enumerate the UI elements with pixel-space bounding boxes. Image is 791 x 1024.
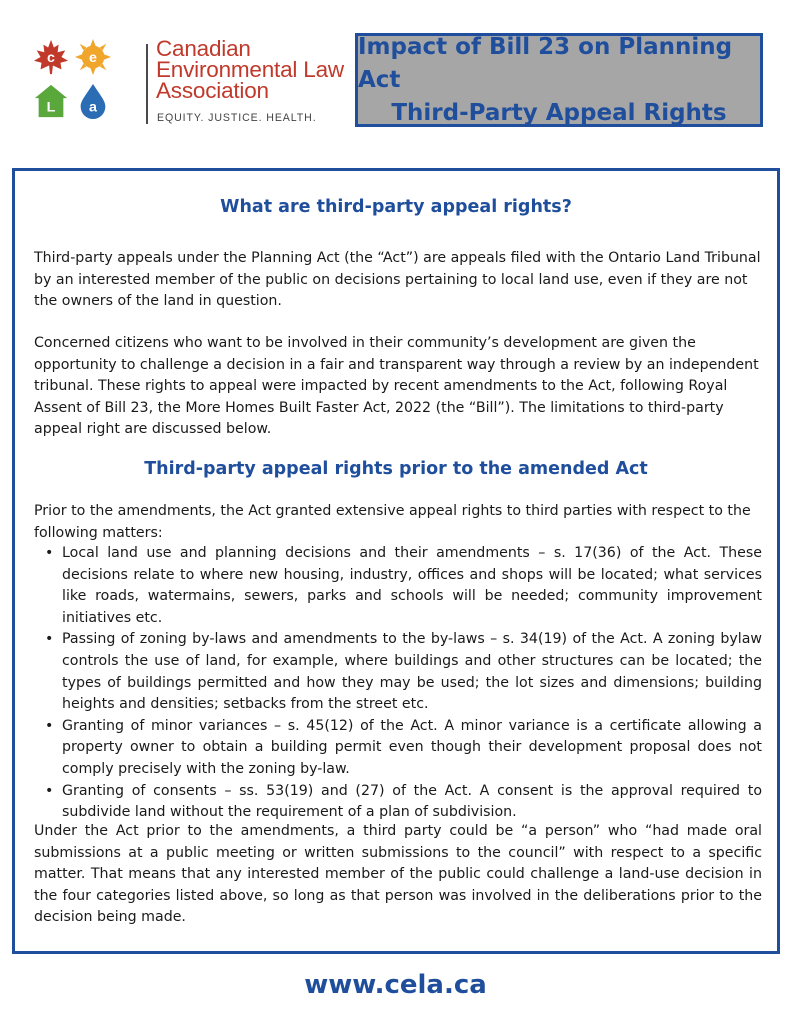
- logo-letter-e: e: [89, 49, 97, 66]
- logo-divider: [146, 44, 148, 124]
- section1-paragraph-1: Third-party appeals under the Planning Act (the “Act”) are appeals filed with the Ontario Land Tribunal by an interested member of the public on decisions pertaining to local land use, even if they are not the owners of the land in question.: [34, 250, 761, 310]
- list-item: • Passing of zoning by-laws and amendments to the by-laws – s. 34(19) of the Act. A zoning bylaw controls the use of land, for example, where buildings and other structures can be located; the types of buildings permitted and how they may be used; the lot sizes and dimensions; building heights and densities; setbacks from the street etc.: [34, 629, 762, 715]
- list-item: • Granting of consents – ss. 53(19) and (27) of the Act. A consent is the approval required to subdivide land without the requirement of a plan of subdivision.: [34, 781, 762, 824]
- logo-letter-c: c: [47, 49, 55, 66]
- maple-leaf-icon: [32, 38, 70, 76]
- sun-icon: [74, 38, 112, 76]
- logo-icons: [32, 38, 114, 120]
- water-drop-icon: [74, 82, 112, 120]
- title-line-2: Third-Party Appeal Rights: [391, 99, 727, 126]
- organization-name: [156, 38, 344, 101]
- appeal-matters-list: [34, 543, 762, 824]
- section2-closing-paragraph: Under the Act prior to the amendments, a third party could be “a person” who “had made oral submissions at a public meeting or written submissions to the council” with respect to a specific matter. That means that any interested member of the public could challenge a land-use decision in the four categories listed above, so long as that person was involved in the deliberations prior to the decision being made.: [34, 823, 762, 926]
- org-name-line-1: Canadian: [156, 36, 251, 61]
- section1-paragraph-2: Concerned citizens who want to be involved in their community’s development are given the opportunity to challenge a decision in a fair and transparent way through a review by an independent tribunal. These rights to appeal were impacted by recent amendments to the Act, following Royal Assent of Bill 23, the More Homes Built Faster Act, 2022 (the “Bill”). The limitations to third-party appeal right are discussed below.: [34, 335, 759, 438]
- organization-tagline: EQUITY. JUSTICE. HEALTH.: [157, 112, 317, 124]
- org-name-line-3: Association: [156, 78, 269, 103]
- list-item: • Local land use and planning decisions and their amendments – s. 17(36) of the Act. These decisions relate to where new housing, industry, offices and shops will be located; what services like roads, watermains, sewers, parks and schools will be needed; community improvement initiatives etc.: [34, 543, 762, 629]
- section2-intro: Prior to the amendments, the Act granted extensive appeal rights to third parties with respect to the following matters:: [34, 503, 751, 541]
- org-name-line-2: Environmental Law: [156, 57, 344, 82]
- title-line-1: Impact of Bill 23 on Planning Act: [358, 33, 733, 93]
- section-heading-what-are-appeal-rights: What are third-party appeal rights?: [220, 197, 572, 217]
- cela-logo: [32, 38, 344, 130]
- content-box: [12, 168, 780, 954]
- house-icon: [32, 82, 70, 120]
- document-title-box: [355, 33, 763, 127]
- footer-website-link[interactable]: www.cela.ca: [304, 970, 487, 1000]
- logo-letter-a: a: [89, 99, 97, 116]
- list-item: • Granting of minor variances – s. 45(12) of the Act. A minor variance is a certificate allowing a property owner to obtain a building permit even though their development proposal does not comply precisely with the zoning by-law.: [34, 716, 762, 781]
- section-heading-prior-to-amendment: Third-party appeal rights prior to the amended Act: [144, 459, 648, 479]
- logo-letter-l: L: [46, 99, 56, 116]
